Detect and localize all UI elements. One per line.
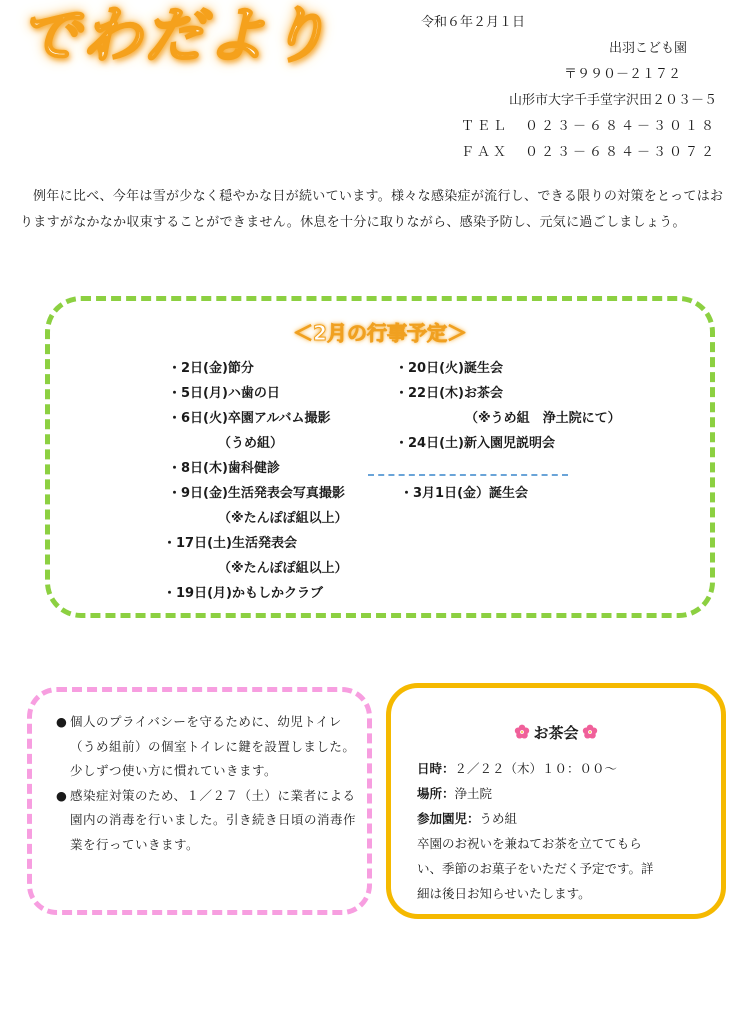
tea-place-label: 場所： [417,786,455,801]
tea-date-value: ２／２２（木）１０：００～ [454,761,618,776]
school-name: 出羽こども園 [608,41,687,56]
notice-item [56,784,356,858]
notice-item [56,710,356,784]
tea-description-line: 卒園のお祝いを兼ねてお茶を立ててもら [417,836,642,851]
schedule-item-note: （うめ組） [218,436,284,451]
schedule-title: ＜2月の行事予定＞ [293,321,467,345]
schedule-item: ・6日(火)卒園アルバム撮影 [168,411,331,426]
tea-participants-value: うめ組 [479,811,518,826]
schedule-item: ・2日(金)節分 [168,361,254,376]
schedule-item: ・17日(土)生活発表会 [163,536,297,551]
tea-heading [391,722,721,743]
tea-description-line: い、季節のお菓子をいただく予定です。詳 [417,861,654,876]
tea-date-label: 日時： [417,761,455,776]
sakura-flower-icon [514,724,530,740]
telephone: ＴＥＬ ０２３－６８４－３０１８ [460,119,717,134]
schedule-item-note: （※たんぽぽ組以上） [218,511,348,526]
notice-text: 感染症対策のため、１／２７（土）に業者による園内の消毒を行いました。引き続き日頃の消毒作業を行っていきます。 [70,787,357,852]
notice-box [27,687,372,915]
newsletter-title: でわだより [20,1,330,71]
notice-list [56,710,356,857]
schedule-right-column [395,357,695,557]
tea-participants-row [417,806,707,831]
tea-place-row [417,781,707,806]
notice-text: 個人のプライバシーを守るために、幼児トイレ（うめ組前）の個室トイレに鍵を設置しました。少しずつ使い方に慣れていきます。 [70,714,356,778]
schedule-item: ・20日(火)誕生会 [395,361,503,376]
tea-date-row [417,756,707,781]
schedule-item: ・22日(木)お茶会 [395,386,503,401]
schedule-item: ・9日(金)生活発表会写真撮影 [168,486,345,501]
sakura-flower-icon [582,724,598,740]
tea-description-line: 細は後日お知らせいたします。 [417,886,591,901]
schedule-item: ・3月1日(金）誕生会 [400,486,529,501]
fax: ＦＡＸ ０２３－６８４－３０７２ [460,145,717,160]
schedule-item-note: （※うめ組 浄土院にて） [465,411,621,426]
tea-ceremony-box [386,683,726,919]
header-info [420,10,717,166]
postal-code: 〒９９０－２１７２ [563,67,681,82]
tea-place-value: 浄土院 [454,786,493,801]
tea-details [417,756,707,906]
schedule-item: ・8日(木)歯科健診 [168,461,280,476]
schedule-item: ・24日(土)新入園児説明会 [395,436,555,451]
bullet-icon: ● [56,714,68,729]
schedule-item: ・5日(月)ハ歯の日 [168,386,280,401]
schedule-item: ・19日(月)かもしかクラブ [163,586,323,601]
intro-paragraph: 例年に比べ、今年は雪が少なく穏やかな日が続いています。様々な感染症が流行し、できる限りの対策をとってはおりますがなかなか収束することができません。休息を十分に取りながら、感染予防し、元気に過ごしましょう。 [20,189,724,230]
tea-heading-text: お茶会 [533,724,579,742]
address: 山形市大字千手堂字沢田２０３－５ [508,93,717,108]
schedule-box [45,296,715,618]
schedule-divider [368,474,568,476]
bullet-icon: ● [56,787,68,803]
schedule-item-note: （※たんぽぽ組以上） [218,561,348,576]
issue-date: 令和６年２月１日 [420,15,525,30]
tea-participants-label: 参加園児： [417,811,480,826]
